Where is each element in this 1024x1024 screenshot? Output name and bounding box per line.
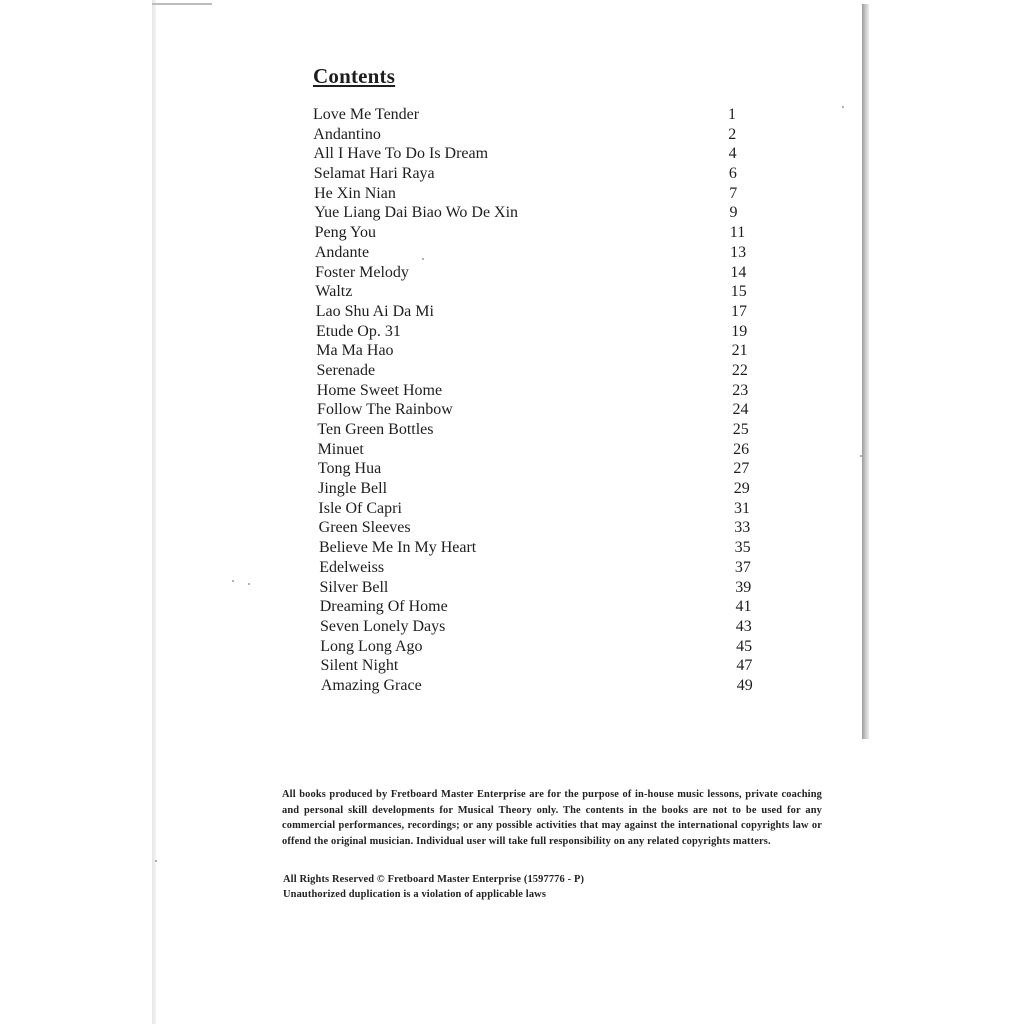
toc-entry-page-number: 21 [731,342,748,360]
toc-entry [313,361,773,381]
toc-entry [313,322,773,342]
toc-entry [313,459,773,479]
toc-entry [313,341,773,361]
toc-entry-page-number: 35 [734,539,751,557]
toc-entry-title: Selamat Hari Raya [313,165,435,183]
toc-entry-title: Edelweiss [319,558,385,576]
toc-entry-title: All I Have To Do Is Dream [313,145,489,163]
rights-block [283,872,584,902]
toc-entry-page-number: 29 [733,480,750,498]
toc-entry [313,243,773,263]
toc-entry [313,538,773,558]
toc-entry [313,223,773,243]
toc-entry [313,518,773,538]
page-left-edge-shadow [152,0,156,1024]
toc-entry-title: Foster Melody [315,263,409,281]
toc-entry-title: Believe Me In My Heart [318,539,477,557]
toc-entry-title: Isle Of Capri [318,499,402,517]
toc-entry-title: Long Long Ago [320,637,423,655]
toc-entry-title: Ten Green Bottles [317,421,434,438]
toc-entry-page-number: 37 [734,558,751,576]
toc-entry-title: Seven Lonely Days [320,617,446,635]
toc-entry-title: Jingle Bell [318,480,388,498]
toc-entry-title: Dreaming Of Home [319,598,448,616]
toc-entry-title: Ma Ma Hao [316,342,394,360]
toc-entry-title: Follow The Rainbow [317,401,453,419]
toc-entry-title: Serenade [316,361,376,379]
scan-speck [860,455,862,457]
toc-entry [313,263,773,283]
toc-entry-title: Peng You [314,224,376,242]
scan-speck [232,580,234,582]
toc-entry-page-number: 7 [729,184,738,202]
toc-entry-page-number: 2 [728,125,737,143]
toc-entry-page-number: 13 [730,243,747,261]
toc-entry-page-number: 45 [736,637,753,655]
toc-entry-title: Green Sleeves [318,519,411,537]
copyright-disclaimer: All books produced by Fretboard Master Enterprise are for the purpose of in-house music lessons, private coaching and personal skill developments for Musical Theory only. The contents in the books are not to be used for any commercial performances, recordings; or any possible activities that may against the international copyrights law or offend the original musician. Individual user will take full responsibility on any related copyrights matters. [282,789,822,847]
toc-entry [313,144,773,164]
toc-entry-page-number: 15 [730,283,747,301]
toc-entry [313,203,773,223]
duplication-warning-line: Unauthorized duplication is a violation of applicable laws [283,889,547,900]
toc-entry-title: Lao Shu Ai Da Mi [315,302,434,320]
toc-entry [313,302,773,322]
toc-entry-title: Andantino [313,125,381,143]
toc-entry-title: Etude Op. 31 [315,322,401,340]
toc-entry [313,656,773,676]
toc-entry-page-number: 43 [735,617,752,635]
toc-entry [313,420,773,440]
page-right-edge-shadow [862,4,869,739]
toc-entry [313,125,773,145]
toc-entry-title: Silent Night [320,657,399,675]
toc-entry-title: Andante [314,243,370,261]
toc-entry [313,597,773,617]
table-of-contents [313,105,773,696]
toc-entry [313,617,773,637]
toc-entry-page-number: 1 [728,106,736,123]
toc-entry-page-number: 24 [732,401,749,419]
toc-entry-page-number: 39 [735,578,752,596]
toc-entry [313,282,773,302]
page-top-left-mark [152,3,212,5]
toc-entry-page-number: 4 [728,145,737,163]
toc-entry [313,578,773,598]
toc-entry-page-number: 47 [736,657,753,675]
toc-entry [313,479,773,499]
toc-entry-page-number: 41 [735,598,752,616]
toc-entry-page-number: 25 [732,421,749,438]
contents-heading: Contents [313,64,396,88]
toc-entry [313,558,773,578]
toc-entry-title: He Xin Nian [314,184,396,202]
toc-entry [313,105,773,125]
toc-entry-page-number: 31 [734,499,750,517]
rights-reserved-line: All Rights Reserved © Fretboard Master Enterprise (1597776 - P) [283,874,585,885]
toc-entry-page-number: 6 [728,165,737,183]
toc-entry-title: Silver Bell [319,578,389,596]
toc-entry [313,400,773,420]
toc-entry [313,676,773,696]
toc-entry-title: Love Me Tender [313,106,420,123]
toc-entry-page-number: 23 [732,381,749,399]
toc-entry-page-number: 9 [729,204,738,222]
toc-entry-title: Amazing Grace [320,676,422,694]
toc-entry-page-number: 11 [729,224,746,242]
toc-entry-page-number: 19 [731,322,748,340]
toc-entry-title: Yue Liang Dai Biao Wo De Xin [314,204,519,222]
toc-entry-page-number: 33 [734,519,751,537]
toc-entry-page-number: 26 [733,440,750,458]
toc-entry [313,184,773,204]
toc-entry-page-number: 22 [731,361,748,379]
toc-entry [313,440,773,460]
scan-speck [248,583,250,585]
toc-entry-page-number: 17 [731,302,747,320]
toc-entry [313,499,773,519]
toc-entry-title: Waltz [315,283,353,301]
toc-entry-title: Tong Hua [317,460,382,478]
scan-speck [842,106,844,108]
toc-entry [313,381,773,401]
toc-entry-title: Minuet [317,440,364,458]
toc-entry-page-number: 14 [730,263,747,281]
toc-entry [313,164,773,184]
toc-entry-title: Home Sweet Home [316,381,443,399]
toc-entry [313,637,773,657]
scan-speck [155,860,157,862]
toc-entry-page-number: 49 [736,676,753,694]
toc-entry-page-number: 27 [733,460,750,478]
